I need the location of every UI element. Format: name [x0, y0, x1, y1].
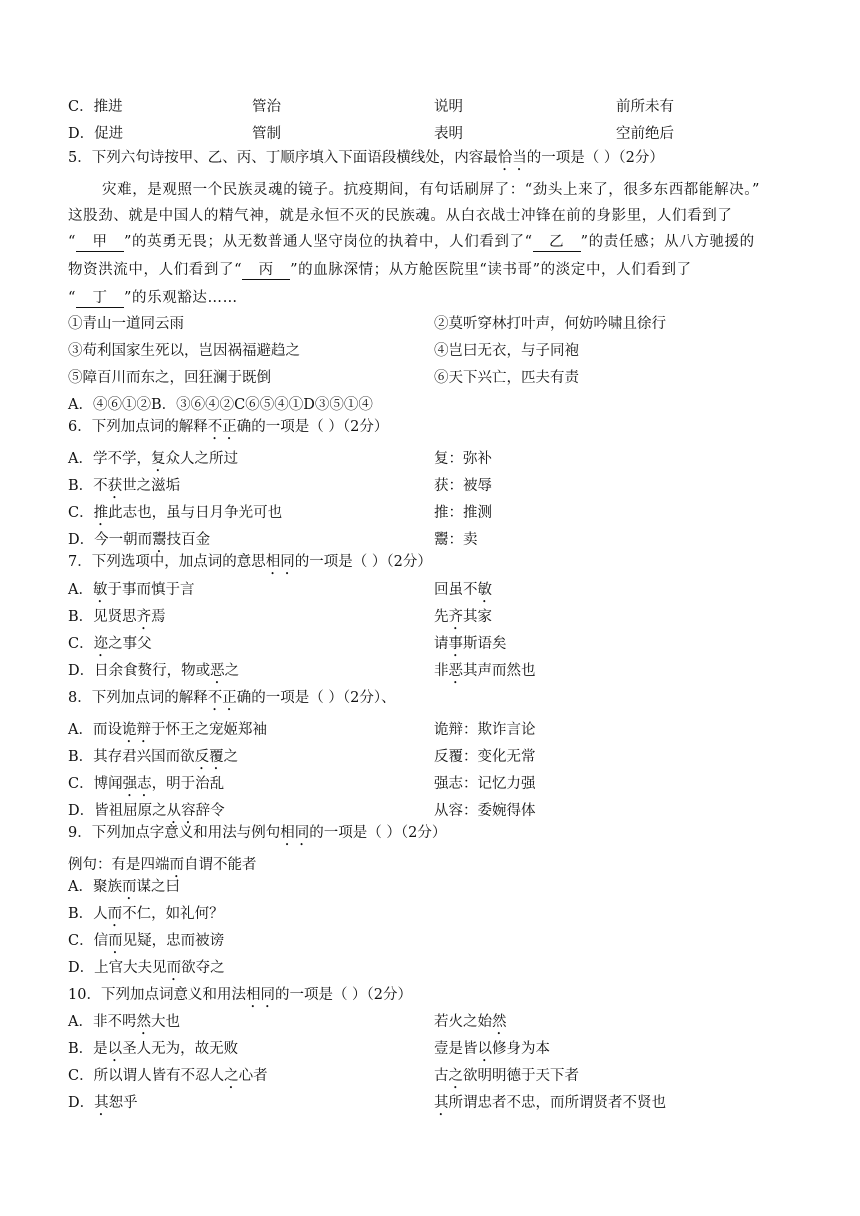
opt-dotted: 以 — [107, 1041, 123, 1057]
q8-option-b — [68, 747, 238, 773]
q10-compare — [434, 1093, 666, 1119]
opt-text: 大也 — [150, 1014, 180, 1030]
q4-option-cell: 表明 — [434, 126, 463, 142]
passage-text: 物资洪流中，人们看到了“ — [68, 262, 243, 278]
opt-dotted: 敏 — [92, 582, 108, 598]
opt-dotted: 而 — [121, 879, 137, 895]
passage-text: ”的乐观豁达…… — [124, 290, 238, 306]
opt-text: B．不 — [68, 478, 108, 494]
opt-text: 请 — [434, 636, 449, 652]
opt-text: ，明于治乱 — [151, 776, 225, 792]
stem-text: 8．下列加点词的解释 — [68, 690, 208, 706]
opt-text: 辞令 — [195, 803, 225, 819]
q5-poem: ②莫听穿林打叶声，何妨吟啸且徐行 — [434, 316, 666, 332]
opt-text: 恕乎 — [108, 1095, 138, 1111]
opt-dotted: 反覆 — [194, 749, 224, 765]
opt-dotted: 事 — [448, 636, 463, 652]
q7-option-a — [68, 580, 194, 606]
q4-option-cell: 说明 — [434, 99, 463, 115]
opt-dotted: 恶 — [448, 663, 463, 679]
q6-option-c — [68, 503, 282, 529]
opt-text: A．聚族 — [68, 879, 122, 895]
stem-text: 的一项是（ ）（2分） — [309, 825, 447, 841]
opt-text: C．博闻 — [68, 776, 123, 792]
opt-text: 于怀王之宠姬郑袖 — [150, 722, 267, 738]
stem-text: 7．下列选项中，加点词的意思 — [68, 554, 266, 570]
q10-compare — [434, 1039, 550, 1065]
q9-option-a — [68, 877, 180, 903]
opt-text: 修身为本 — [492, 1041, 550, 1057]
opt-text: 其家 — [463, 609, 492, 625]
opt-text: D．今一朝而 — [68, 532, 153, 548]
opt-dotted: 强志 — [122, 776, 152, 792]
q4-option-cell: 管制 — [252, 126, 281, 142]
q6-option-a — [68, 449, 238, 475]
opt-text: C．所以谓人皆有不忍人 — [68, 1068, 225, 1084]
q9-option-c — [68, 931, 224, 957]
stem-dotted: 相同 — [245, 987, 275, 1003]
opt-text: B．其存君兴国而欲 — [68, 749, 195, 765]
opt-text: C． — [68, 636, 94, 652]
q7-compare — [434, 607, 492, 633]
q9-option-d — [68, 958, 225, 984]
opt-dotted: 齐 — [448, 609, 463, 625]
q5-passage-line: 这股劲、就是中国人的精气神，就是永恒不灭的民族魂。从白衣战士冲锋在前的身影里，人们看到了 — [68, 208, 733, 224]
q7-option-c — [68, 634, 152, 660]
opt-text: B．见贤思 — [68, 609, 137, 625]
opt-text: 例句：有是四端 — [68, 857, 170, 873]
opt-dotted: 其 — [94, 1095, 109, 1111]
opt-text: 世之滋垢 — [122, 478, 181, 494]
opt-text: 众人之所过 — [165, 451, 238, 467]
opt-text: B．是 — [68, 1041, 108, 1057]
q8-stem — [68, 688, 396, 714]
q5-poem: ①青山一道同云雨 — [68, 316, 184, 332]
q6-gloss: 鬻：卖 — [434, 532, 478, 548]
q8-gloss: 反覆：变化无常 — [434, 749, 536, 765]
q4-option-label: C．推进 — [68, 99, 123, 115]
passage-text: “ — [68, 234, 77, 250]
q8-option-a — [68, 720, 267, 746]
q5-poem: ⑤障百川而东之，回狂澜于既倒 — [68, 370, 271, 386]
blank-bing: 丙 — [242, 261, 290, 280]
q6-gloss: 推：推测 — [434, 505, 492, 521]
opt-text: 于事而慎于言 — [107, 582, 195, 598]
q6-stem — [68, 417, 388, 443]
q4-option-c — [68, 97, 123, 117]
q7-compare — [434, 634, 507, 660]
blank-yi: 乙 — [533, 233, 581, 252]
q7-compare — [434, 580, 492, 606]
passage-text: ”的责任感；从八方驰援的 — [580, 234, 755, 250]
q10-option-b — [68, 1039, 238, 1065]
opt-text: 此志也，虽与日月争光可也 — [108, 505, 283, 521]
opt-dotted: 鬻 — [152, 532, 167, 548]
stem-dotted: 不正 — [207, 690, 237, 706]
q8-gloss: 诡辩：欺诈言论 — [434, 722, 536, 738]
q5-poem: ⑥天下兴亡，匹夫有责 — [434, 370, 579, 386]
opt-text: 自谓不能者 — [184, 857, 257, 873]
q5-passage-line — [68, 288, 238, 308]
opt-text: 谋之曰 — [136, 879, 180, 895]
stem-text: 确的一项是（ ）（2分）、 — [236, 690, 396, 706]
passage-text: “ — [68, 290, 77, 306]
q7-stem — [68, 552, 432, 578]
stem-text: 5．下列六句诗按甲、乙、丙、丁顺序填入下面语段横线处，内容最 — [68, 150, 498, 166]
opt-text: D． — [68, 1095, 95, 1111]
opt-text: 不仁，如礼何？ — [122, 906, 224, 922]
stem-dotted: 相同 — [280, 825, 310, 841]
opt-text: 心者 — [238, 1068, 268, 1084]
stem-text: 的一项是（ ）（2分） — [526, 150, 664, 166]
opt-dotted: 而 — [108, 933, 123, 949]
q10-option-d — [68, 1093, 138, 1119]
q9-option-b — [68, 904, 224, 930]
stem-dotted: 相同 — [265, 554, 295, 570]
q7-compare — [434, 661, 536, 687]
q4-option-cell: 管治 — [252, 99, 281, 115]
opt-dotted: 之 — [224, 1068, 239, 1084]
q10-compare — [434, 1012, 507, 1038]
q5-passage-line — [68, 260, 692, 280]
opt-text: 欲明明德于天下者 — [463, 1068, 579, 1084]
q6-gloss: 获：被辱 — [434, 478, 492, 494]
q7-option-d — [68, 661, 239, 687]
q10-option-a — [68, 1012, 180, 1038]
opt-text: 之 — [224, 663, 240, 679]
q5-passage-line: 灾难，是观照一个民族灵魂的镜子。抗疫期间，有句话刷屏了：“劲头上来了，很多东西都能解决。” — [102, 182, 761, 198]
opt-text: 其声而然也 — [463, 663, 536, 679]
q5-poem: ④岂曰无衣，与子同袍 — [434, 343, 579, 359]
opt-text: 壹是皆 — [434, 1041, 478, 1057]
stem-text: 确的一项是（ ）（2分） — [236, 419, 389, 435]
blank-ding: 丁 — [76, 289, 124, 308]
opt-dotted: 而 — [107, 906, 123, 922]
stem-dotted: 不正 — [207, 419, 237, 435]
q8-option-c — [68, 774, 224, 800]
opt-dotted: 获 — [107, 478, 123, 494]
q10-option-c — [68, 1066, 268, 1092]
q10-stem — [68, 985, 412, 1011]
q5-passage-line — [68, 232, 755, 252]
passage-text: ”的英勇无畏；从无数普通人坚守岗位的执着中，人们看到了“ — [124, 234, 533, 250]
opt-text: C．信 — [68, 933, 109, 949]
opt-text: 之事父 — [108, 636, 152, 652]
q4-option-cell: 空前绝后 — [616, 126, 674, 142]
opt-dotted: 其 — [434, 1095, 449, 1111]
opt-dotted: 敏 — [477, 582, 492, 598]
blank-jia: 甲 — [76, 233, 124, 252]
opt-text: 斯语矣 — [463, 636, 507, 652]
stem-text: 6．下列加点词的解释 — [68, 419, 208, 435]
q6-option-b — [68, 476, 180, 502]
stem-text: 10．下列加点词意义和用法 — [68, 987, 246, 1003]
opt-dotted: 之 — [448, 1068, 463, 1084]
opt-dotted: 然 — [492, 1014, 507, 1030]
q4-option-label: D．促进 — [68, 126, 124, 142]
q4-option-d — [68, 124, 123, 144]
opt-dotted: 从容 — [166, 803, 196, 819]
opt-text: D．上官大夫见 — [68, 960, 167, 976]
opt-dotted: 诡辩 — [121, 722, 151, 738]
opt-text: C． — [68, 505, 94, 521]
opt-text: 古 — [434, 1068, 449, 1084]
opt-dotted: 以 — [477, 1041, 492, 1057]
stem-text: 的一项是（ ）（2分） — [294, 554, 432, 570]
stem-text: 的一项是（ ）（2分） — [274, 987, 413, 1003]
opt-text: A．而设 — [68, 722, 122, 738]
q8-gloss: 从容：委婉得体 — [434, 803, 536, 819]
opt-text: 技百金 — [166, 532, 211, 548]
opt-dotted: 恶 — [210, 663, 225, 679]
opt-text: 圣人无为，故无败 — [122, 1041, 239, 1057]
stem-text: 9．下列加点字意义和用法与例句 — [68, 825, 281, 841]
opt-text: 非 — [434, 663, 449, 679]
opt-dotted: 而 — [166, 960, 182, 976]
q6-gloss: 复：弥补 — [434, 451, 492, 467]
q8-gloss: 强志：记忆力强 — [434, 776, 536, 792]
passage-text: ”的血脉深情；从方舱医院里“读书哥”的淡定中，人们看到了 — [290, 262, 692, 278]
opt-dotted: 迩 — [93, 636, 109, 652]
opt-text: D．日余食赘行，物或 — [68, 663, 211, 679]
opt-text: 之 — [223, 749, 239, 765]
q5-answer-options: A．④⑥①②B．③⑥④②C⑥⑤④①D③⑤①④ — [68, 397, 373, 413]
opt-text: 欲夺之 — [181, 960, 225, 976]
opt-text: 先 — [434, 609, 449, 625]
q7-option-b — [68, 607, 166, 633]
opt-dotted: 复 — [150, 451, 166, 467]
q4-option-cell: 前所未有 — [616, 99, 674, 115]
q5-stem — [68, 148, 664, 174]
opt-text: D．皆祖屈原之 — [68, 803, 167, 819]
opt-text: B．人 — [68, 906, 108, 922]
opt-text: 焉 — [151, 609, 166, 625]
opt-text: A． — [68, 582, 93, 598]
q5-poem: ③苟利国家生死以，岂因祸福避趋之 — [68, 343, 300, 359]
opt-dotted: 推 — [93, 505, 109, 521]
q10-compare — [434, 1066, 579, 1092]
opt-text: A．学不学， — [68, 451, 151, 467]
opt-text: 见疑，忠而被谤 — [122, 933, 225, 949]
opt-dotted: 齐 — [136, 609, 152, 625]
opt-text: 回虽不 — [434, 582, 478, 598]
opt-text: A．非不呺 — [68, 1014, 137, 1030]
opt-dotted: 然 — [136, 1014, 151, 1030]
stem-dotted: 恰当 — [497, 150, 527, 166]
opt-dotted: 而 — [169, 857, 184, 873]
opt-text: 所谓忠者不忠，而所谓贤者不贤也 — [448, 1095, 666, 1111]
opt-text: 若火之始 — [434, 1014, 492, 1030]
q9-stem — [68, 823, 446, 849]
